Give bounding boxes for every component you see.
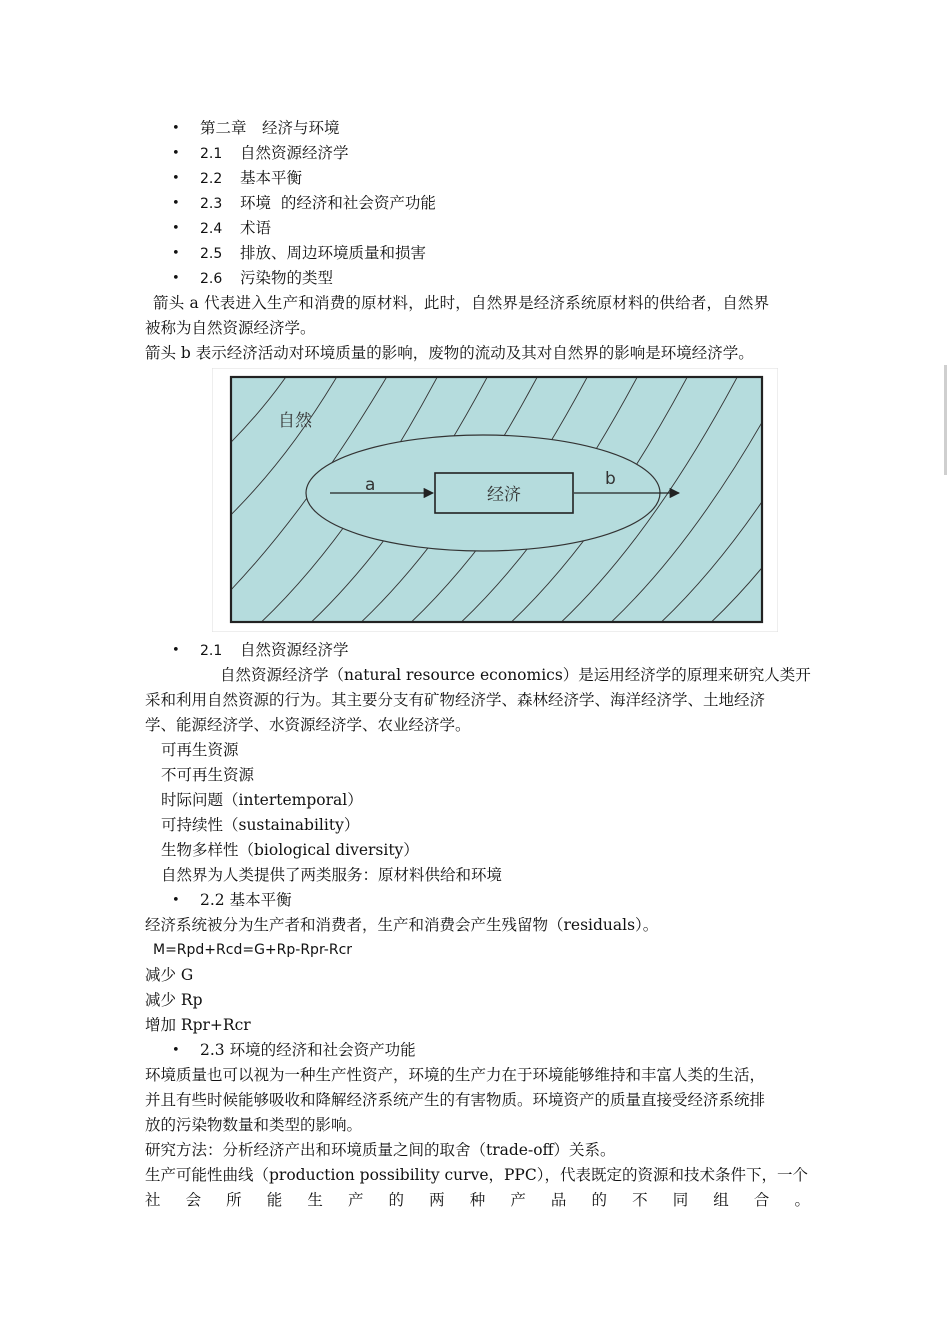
toc-text: 排放、周边环境质量和损害 xyxy=(240,244,427,262)
list-item: 可持续性（sustainability） xyxy=(161,816,360,834)
intro-line: 箭头 b 表示经济活动对环境质量的影响，废物的流动及其对自然界的影响是环境经济学。 xyxy=(145,344,754,362)
intro-line: 箭头 a 代表进入生产和消费的原材料，此时，自然界是经济系统原材料的供给者，自然界 xyxy=(153,294,770,312)
section-heading: 2.3 环境的经济和社会资产功能 xyxy=(200,1041,416,1059)
section-title: 自然资源经济学 xyxy=(240,641,349,659)
bullet-icon: • xyxy=(172,1043,180,1058)
arrow-b-label: b xyxy=(605,469,616,489)
section-num: 2.1 xyxy=(200,643,223,659)
economy-label: 经济 xyxy=(487,485,521,505)
paragraph-line: 社会所能生产的两种产品的不同组合。 xyxy=(145,1191,810,1209)
formula: M=Rpd+Rcd=G+Rp-Rpr-Rcr xyxy=(153,942,353,958)
toc-text: 术语 xyxy=(240,219,272,237)
toc-item xyxy=(200,266,865,291)
bullet-icon: • xyxy=(172,246,180,261)
toc-num: 2.1 xyxy=(200,146,223,162)
bullet-icon: • xyxy=(172,271,180,286)
paragraph-line: 放的污染物数量和类型的影响。 xyxy=(145,1116,363,1134)
list-item: 自然界为人类提供了两类服务：原材料供给和环境 xyxy=(161,866,503,884)
paragraph-line: 并且有些时候能够吸收和降解经济系统产生的有害物质。环境资产的质量直接受经济系统排 xyxy=(145,1091,766,1109)
bullet-icon: • xyxy=(172,171,180,186)
toc-item xyxy=(200,191,865,216)
paragraph-line: 研究方法：分析经济产出和环境质量之间的取舍（trade-off）关系。 xyxy=(145,1141,616,1159)
paragraph-line: 环境质量也可以视为一种生产性资产，环境的生产力在于环境能够维持和丰富人类的生活， xyxy=(145,1066,766,1084)
toc-item xyxy=(200,141,865,166)
bullet-icon: • xyxy=(172,643,180,658)
page-edge-mark xyxy=(944,365,947,475)
toc-num: 2.5 xyxy=(200,246,223,262)
list-item: 生物多样性（biological diversity） xyxy=(161,841,419,859)
paragraph-line: 生产可能性曲线（production possibility curve，PPC），代表既定的资源和技术条件下，一个 xyxy=(145,1166,808,1184)
nature-economy-diagram xyxy=(212,368,778,632)
paragraph-line: 自然资源经济学（natural resource economics）是运用经济学的原理来研究人类开 xyxy=(220,666,811,684)
list-item: 可再生资源 xyxy=(161,741,239,759)
toc-item xyxy=(200,166,865,191)
list-item: 减少 G xyxy=(145,966,194,984)
paragraph-line: 经济系统被分为生产者和消费者，生产和消费会产生残留物（residuals）。 xyxy=(145,916,659,934)
bullet-icon: • xyxy=(172,196,180,211)
paragraph-line: 学、能源经济学、水资源经济学、农业经济学。 xyxy=(145,716,471,734)
toc-num: 2.3 xyxy=(200,196,223,212)
toc-text: 环境 的经济和社会资产功能 xyxy=(240,194,436,212)
toc-item xyxy=(200,241,865,266)
toc-text: 自然资源经济学 xyxy=(240,144,349,162)
toc-num: 2.2 xyxy=(200,171,223,187)
list-item: 减少 Rp xyxy=(145,991,203,1009)
bullet-icon: • xyxy=(172,893,180,908)
nature-label: 自然 xyxy=(278,411,312,431)
toc-num: 2.4 xyxy=(200,221,223,237)
section-heading xyxy=(200,638,865,663)
bullet-icon: • xyxy=(172,221,180,236)
toc-chapter: 第二章 经济与环境 xyxy=(200,119,340,137)
bullet-icon: • xyxy=(172,121,180,136)
list-item: 不可再生资源 xyxy=(161,766,255,784)
section-heading: 2.2 基本平衡 xyxy=(200,891,292,909)
list-item: 时际问题（intertemporal） xyxy=(161,791,363,809)
arrow-a-label: a xyxy=(365,475,376,495)
toc-text: 污染物的类型 xyxy=(240,269,334,287)
bullet-icon: • xyxy=(172,146,180,161)
toc-num: 2.6 xyxy=(200,271,223,287)
list-item: 增加 Rpr+Rcr xyxy=(145,1016,251,1034)
toc-text: 基本平衡 xyxy=(240,169,303,187)
paragraph-line: 采和利用自然资源的行为。其主要分支有矿物经济学、森林经济学、海洋经济学、土地经济 xyxy=(145,691,766,709)
intro-line: 被称为自然资源经济学。 xyxy=(145,319,316,337)
toc-item xyxy=(200,216,865,241)
